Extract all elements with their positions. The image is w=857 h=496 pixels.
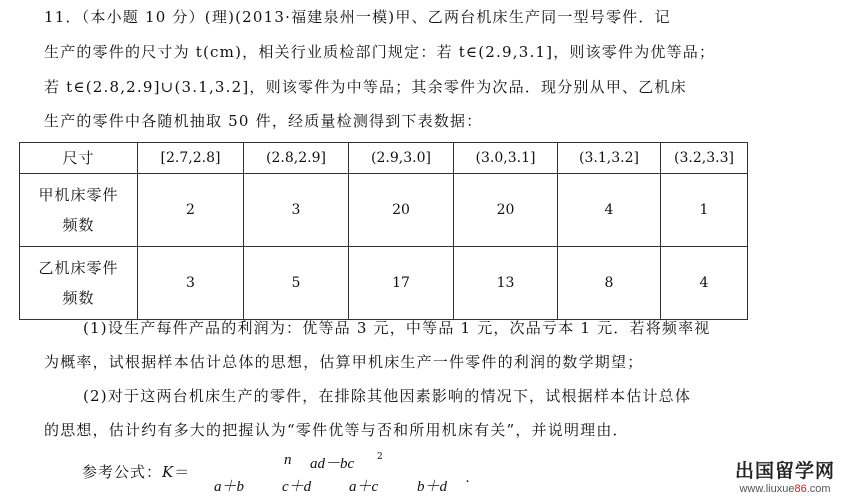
formula-period: . — [466, 470, 470, 486]
table-cell: 4 — [558, 174, 661, 247]
table-cell: 13 — [454, 247, 558, 320]
formula-denominator: b＋d — [417, 479, 448, 495]
table-header-row — [20, 143, 748, 174]
table-cell: 3 — [138, 247, 244, 320]
frequency-table — [19, 142, 748, 320]
table-cell: 17 — [349, 247, 454, 320]
table-cell: 20 — [349, 174, 454, 247]
column-header: (2.8,2.9] — [244, 143, 349, 174]
table-cell: 8 — [558, 247, 661, 320]
formula-denominator: a＋b — [214, 479, 245, 495]
watermark-url-suffix: .com — [806, 483, 831, 495]
row-label-line: 乙机床零件 — [38, 259, 119, 277]
problem-line-3: 若 t∈(2.8,2.9]∪(3.1,3.2]，则该零件为中等品；其余零件为次品．现分别从甲、乙机床 — [44, 78, 687, 96]
question-2-line-1: (2)对于这两台机床生产的零件，在排除其他因素影响的情况下，试根据样本估计总体 — [83, 387, 692, 405]
formula-denominator: c＋d — [282, 479, 312, 495]
column-header: (3.0,3.1] — [454, 143, 558, 174]
formula-label-text: 参考公式： — [82, 463, 163, 481]
table-cell: 20 — [454, 174, 558, 247]
watermark-url-prefix: www.liuxue — [739, 483, 795, 495]
reference-formula-label — [82, 461, 190, 482]
question-1-line-1: (1)设生产每件产品的利润为：优等品 3 元，中等品 1 元，次品亏本 1 元．若将频率视 — [83, 319, 711, 337]
column-header: (2.9,3.0] — [349, 143, 454, 174]
formula-exponent: 2 — [377, 452, 383, 462]
formula-equals: ＝ — [174, 463, 191, 481]
question-2-line-2: 的思想，估计约有多大的把握认为“零件优等与否和所用机床有关”，并说明理由． — [44, 421, 629, 439]
problem-line-2: 生产的零件的尺寸为 t(cm)，相关行业质检部门规定：若 t∈(2.9,3.1]，则该零件为优等品； — [44, 43, 716, 61]
table-row-machine-jia — [20, 174, 748, 247]
table-cell: 1 — [661, 174, 748, 247]
header-label-size: 尺寸 — [20, 143, 138, 174]
table-cell: 5 — [244, 247, 349, 320]
question-1-line-2: 为概率，试根据样本估计总体的思想，估算甲机床生产一件零件的利润的数学期望； — [44, 353, 644, 371]
column-header: (3.1,3.2] — [558, 143, 661, 174]
row-label-machine-jia — [20, 174, 138, 247]
row-label-line: 频数 — [62, 289, 95, 307]
table-cell: 2 — [138, 174, 244, 247]
formula-k-symbol: K — [162, 463, 175, 481]
problem-line-1: 11．（本小题 10 分）(理)(2013·福建泉州一模)甲、乙两台机床生产同一型号零件．记 — [44, 8, 671, 26]
formula-numerator-difference: ad－bc — [310, 456, 355, 472]
column-header: [2.7,2.8] — [138, 143, 244, 174]
site-watermark — [721, 456, 849, 495]
row-label-machine-yi — [20, 247, 138, 320]
table-cell: 4 — [661, 247, 748, 320]
watermark-title: 出国留学网 — [734, 461, 835, 482]
formula-denominator: a＋c — [349, 479, 379, 495]
row-label-line: 频数 — [62, 216, 95, 234]
table-cell: 3 — [244, 174, 349, 247]
problem-line-4: 生产的零件中各随机抽取 50 件，经质量检测得到下表数据： — [44, 112, 483, 130]
row-label-line: 甲机床零件 — [38, 186, 119, 204]
watermark-url-number: 86 — [794, 483, 807, 495]
formula-numerator-n: n — [284, 452, 292, 468]
table-row-machine-yi — [20, 247, 748, 320]
column-header: (3.2,3.3] — [661, 143, 748, 174]
watermark-url — [721, 483, 849, 495]
